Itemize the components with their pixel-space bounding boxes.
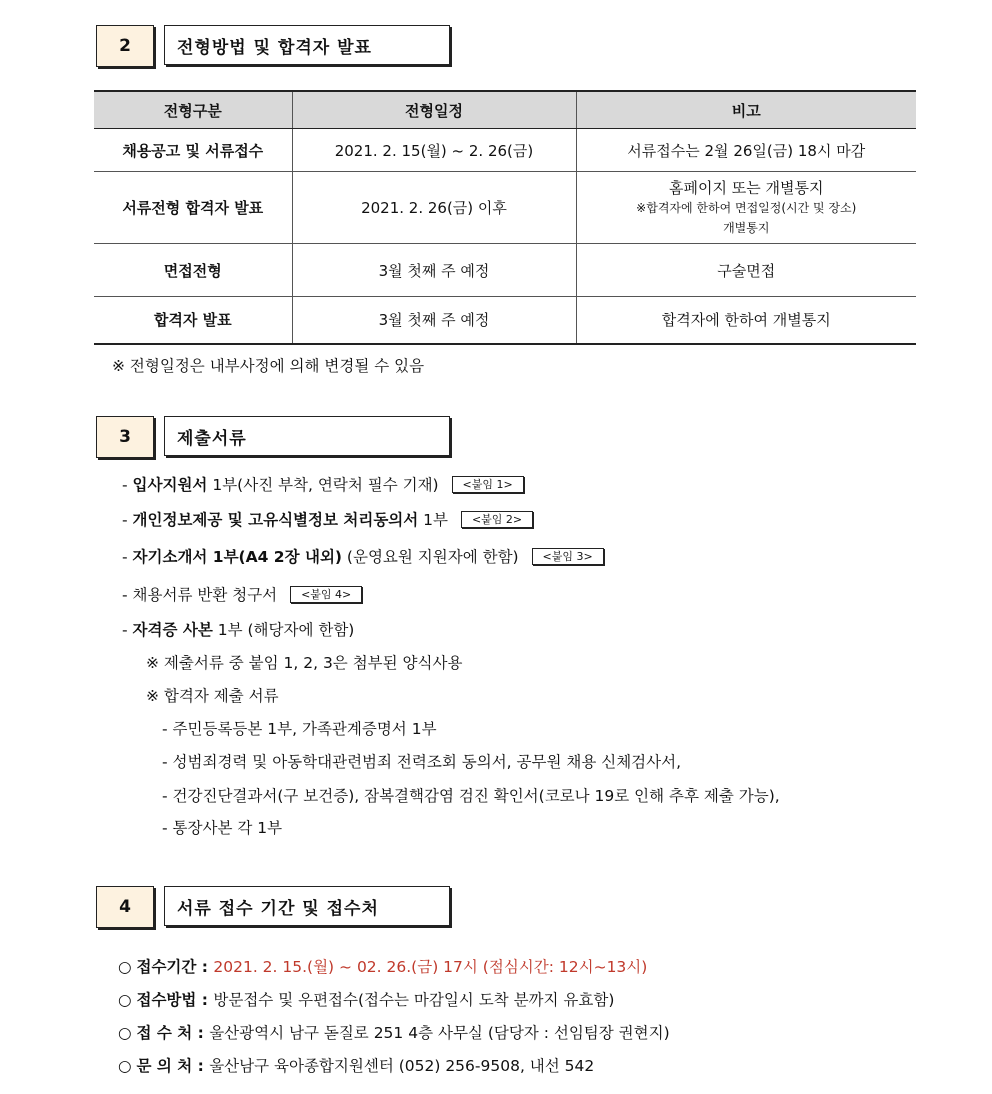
schedule-table: [94, 90, 916, 345]
section-4-header: [96, 886, 452, 928]
attachment-tag: <붙임 1>: [452, 476, 524, 493]
reception-value: 울산광역시 남구 돋질로 251 4층 사무실 (담당자 : 선임팀장 권현지): [209, 1024, 670, 1042]
note-sub: ※합격자에 한하여 면접일정(시간 및 장소): [636, 200, 857, 215]
date-cell: 2021. 2. 26(금) 이후: [292, 172, 576, 244]
category-cell: 합격자 발표: [94, 297, 292, 344]
reception-label: 접 수 처: [136, 1024, 193, 1042]
document-name: 자격증 사본: [132, 621, 213, 639]
dash: -: [122, 511, 128, 529]
document-detail: (운영요원 지원자에 한함): [342, 548, 519, 566]
section-number: 4: [96, 886, 154, 928]
document-item: [122, 508, 533, 530]
section-number: 2: [96, 25, 154, 67]
dash: -: [122, 476, 128, 494]
column-header: 전형일정: [292, 91, 576, 129]
reception-period-value: 2021. 2. 15.(월) ~ 02. 26.(금) 17시 (점심시간: 12시~13시): [213, 958, 648, 976]
sub-item: - 성범죄경력 및 아동학대관련범죄 전력조회 동의서, 공무원 채용 신체검사서,: [162, 753, 682, 771]
category-cell: 채용공고 및 서류접수: [94, 129, 292, 172]
document-detail: 채용서류 반환 청구서: [132, 586, 278, 604]
document-detail: 1부 (해당자에 한함): [212, 621, 355, 639]
document-item: [122, 618, 354, 640]
date-cell: 2021. 2. 15(월) ~ 2. 26(금): [292, 129, 576, 172]
bullet-icon: ○: [118, 958, 132, 976]
separator: :: [196, 991, 214, 1009]
category-cell: 면접전형: [94, 244, 292, 297]
reception-item: [118, 955, 647, 977]
attachment-tag: <붙임 2>: [461, 511, 533, 528]
dash: -: [122, 621, 128, 639]
dash: -: [122, 586, 128, 604]
section-title: 전형방법 및 합격자 발표: [164, 25, 450, 65]
document-item: [122, 545, 604, 567]
document-detail: 1부: [418, 511, 449, 529]
section-title: 서류 접수 기간 및 접수처: [164, 886, 450, 926]
separator: :: [192, 1024, 210, 1042]
document-detail: 1부(사진 부착, 연락처 필수 기재): [207, 476, 439, 494]
reception-label: 접수방법: [136, 991, 197, 1009]
bullet-icon: ○: [118, 1024, 132, 1042]
reception-item: [118, 1054, 594, 1076]
table-header-row: [94, 91, 916, 129]
attachment-tag: <붙임 3>: [532, 548, 604, 565]
document-name: 개인정보제공 및 고유식별정보 처리동의서: [132, 511, 419, 529]
document-item: [122, 473, 524, 495]
sub-item: - 건강진단결과서(구 보건증), 잠복결핵감염 검진 확인서(코로나 19로 인해 추후 제출 가능),: [162, 787, 780, 805]
attachment-tag: <붙임 4>: [290, 586, 362, 603]
bullet-icon: ○: [118, 991, 132, 1009]
reception-item: [118, 988, 614, 1010]
table-row: [94, 244, 916, 297]
separator: :: [192, 1057, 210, 1075]
section-2-header: [96, 25, 452, 67]
schedule-footnote: ※ 전형일정은 내부사정에 의해 변경될 수 있음: [112, 357, 425, 375]
reception-label: 문 의 처: [136, 1057, 193, 1075]
column-header: 비고: [576, 91, 916, 129]
bullet-icon: ○: [118, 1057, 132, 1075]
date-cell: 3월 첫째 주 예정: [292, 297, 576, 344]
dash: -: [122, 548, 128, 566]
document-note: ※ 제출서류 중 붙임 1, 2, 3은 첨부된 양식사용: [146, 654, 463, 672]
note-sub: 개별통지: [723, 220, 770, 235]
reception-value: 울산남구 육아종합지원센터 (052) 256-9508, 내선 542: [209, 1057, 595, 1075]
section-title: 제출서류: [164, 416, 450, 456]
note-cell: 구술면접: [576, 244, 916, 297]
document-note: ※ 합격자 제출 서류: [146, 687, 279, 705]
table-row: [94, 129, 916, 172]
document-name: 입사지원서: [132, 476, 208, 494]
document-item: [122, 583, 362, 605]
note-main: 홈페이지 또는 개별통지: [669, 178, 824, 197]
date-cell: 3월 첫째 주 예정: [292, 244, 576, 297]
reception-value: 방문접수 및 우편접수(접수는 마감일시 도착 분까지 유효함): [213, 991, 615, 1009]
table-row: [94, 172, 916, 244]
table-row: [94, 297, 916, 344]
column-header: 전형구분: [94, 91, 292, 129]
category-cell: 서류전형 합격자 발표: [94, 172, 292, 244]
note-cell: 합격자에 한하여 개별통지: [576, 297, 916, 344]
reception-item: [118, 1021, 670, 1043]
note-cell: [576, 172, 916, 244]
sub-item: - 통장사본 각 1부: [162, 819, 283, 837]
reception-label: 접수기간: [136, 958, 197, 976]
separator: :: [196, 958, 214, 976]
document-name: 자기소개서 1부(A4 2장 내외): [132, 548, 342, 566]
note-cell: 서류접수는 2월 26일(금) 18시 마감: [576, 129, 916, 172]
section-3-header: [96, 416, 452, 458]
sub-item: - 주민등록등본 1부, 가족관계증명서 1부: [162, 720, 437, 738]
section-number: 3: [96, 416, 154, 458]
